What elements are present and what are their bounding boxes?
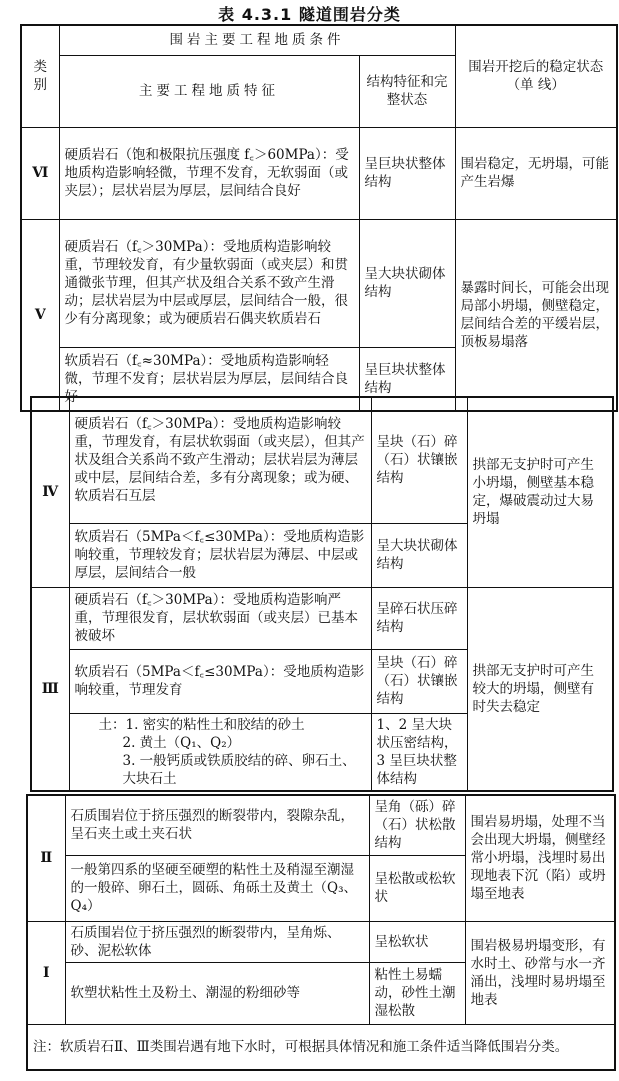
header-stability: 围岩开挖后的稳定状态（单 线） [455,25,617,127]
feature-cell: 软质岩石（5MPa＜f꜀≤30MPa）：受地质构造影响较重，节理较发育；层状岩层为薄层、中层或厚层，层间结合一般 [69,523,371,587]
stability-cell: 拱部无支护时可产生小坍塌，侧壁基本稳定，爆破震动过大易坍塌 [467,397,613,587]
table-row [27,921,615,962]
class-label: Ⅵ [21,127,59,219]
feature-cell [69,713,371,791]
table-row [21,127,617,219]
feature-cell: 石质围岩位于挤压强烈的断裂带内，裂隙杂乱，呈石夹土或土夹石状 [65,795,369,855]
stability-cell: 围岩易坍塌，处理不当会出现大坍塌，侧壁经常小坍塌，浅埋时易出现地表下沉（陷）或坍塌至地表 [465,795,615,921]
header-features: 主要工程地质特征 [59,55,359,127]
class-label: Ⅰ [27,921,65,1024]
feature-cell: 一般第四系的坚硬至硬塑的粘性土及稍湿至潮湿的一般碎、卵石土，圆砾、角砾土及黄土（Q₃、Q₄） [65,855,369,921]
header-structure: 结构特征和完整状态 [359,55,455,127]
stability-cell: 围岩极易坍塌变形，有水时土、砂常与水一齐涌出，浅埋时易坍塌至地表 [465,921,615,1024]
header-conditions: 围岩主要工程地质条件 [59,25,455,55]
table-row [31,587,613,649]
header-class: 类别 [21,25,59,127]
table-title: 表 4.3.1 隧道围岩分类 [218,5,401,24]
stability-cell: 拱部无支护时可产生较大的坍塌，侧壁有时失去稳定 [467,587,613,791]
classification-table-lower [26,794,616,1071]
structure-cell: 粘性土易蠕动，砂性土潮湿松散 [369,962,465,1024]
structure-cell: 呈大块状砌体结构 [359,219,455,347]
feature-cell: 石质围岩位于挤压强烈的断裂带内，呈角烁、砂、泥松软体 [65,921,369,962]
feature-cell: 硬质岩石（f꜀＞30MPa）：受地质构造影响较重，节理发育，有层状软弱面（或夹层），但其产状及组合关系尚不致产生滑动；层状岩层为薄层或中层，层间结合差，多有分离现象；或为硬、软质岩石互层 [69,397,371,523]
feature-line: 土：1. 密实的粘性土和胶结的砂土 [98,716,305,733]
feature-cell: 硬质岩石（饱和极限抗压强度 f꜀＞60MPa）：受地质构造影响轻微，节理不发育，无软弱面（或夹层）；层状岩层为厚层，层间结合良好 [59,127,359,219]
class-label: Ⅱ [27,795,65,921]
structure-cell: 呈碎石状压碎结构 [371,587,467,649]
feature-cell: 软质岩石（5MPa＜f꜀≤30MPa）：受地质构造影响较重，节理发育 [69,649,371,713]
table-row [27,795,615,855]
stability-cell: 暴露时间长，可能会出现局部小坍塌，侧壁稳定，层间结合差的平缓岩层，顶板易塌落 [455,219,617,411]
feature-cell: 硬质岩石（f꜀＞30MPa）：受地质构造影响较重，节理较发育，有少量软弱面（或夹层）和贯通微张节理，但其产状及组合关系不致产生滑动；层状岩层为中层或厚层，层间结合一般，很少有分离现象；或为硬质岩石偶夹软质岩石 [59,219,359,347]
feature-cell: 软质岩石（f꜀≈30MPa）：受地质构造影响轻微，节理不发育；层状岩层为厚层，层间结合良好 [59,347,359,411]
stability-cell: 围岩稳定，无坍塌，可能产生岩爆 [455,127,617,219]
structure-cell: 呈大块状砌体结构 [371,523,467,587]
structure-cell: 呈巨块状整体结构 [359,347,455,411]
feature-line: 3. 一般钙质或铁质胶结的碎、卵石土、大块石土 [122,752,356,787]
structure-cell: 呈块（石）碎（石）状镶嵌结构 [371,649,467,713]
feature-cell: 软塑状粘性土及粉土、潮湿的粉细砂等 [65,962,369,1024]
class-label: Ⅳ [31,397,69,587]
table-footnote: 注：软质岩石Ⅱ、Ⅲ类围岩遇有地下水时，可根据具体情况和施工条件适当降低围岩分类。 [27,1024,615,1070]
classification-table-upper [20,24,618,412]
structure-cell: 呈松软状 [369,921,465,962]
structure-cell: 呈块（石）碎（石）状镶嵌结构 [371,397,467,523]
class-label: Ⅲ [31,587,69,791]
table-row [21,219,617,347]
structure-cell: 呈角（砾）碎（石）状松散结构 [369,795,465,855]
feature-cell: 硬质岩石（f꜀＞30MPa）：受地质构造影响严重，节理很发育，层状软弱面（或夹层）已基本被破坏 [69,587,371,649]
feature-line: 2. 黄土（Q₁、Q₂） [122,734,241,751]
structure-cell: 1、2 呈大块状压密结构，3 呈巨块状整体结构 [371,713,467,791]
table-row [31,397,613,523]
class-label: Ⅴ [21,219,59,411]
structure-cell: 呈松散或松软状 [369,855,465,921]
classification-table-middle [30,396,614,792]
structure-cell: 呈巨块状整体结构 [359,127,455,219]
